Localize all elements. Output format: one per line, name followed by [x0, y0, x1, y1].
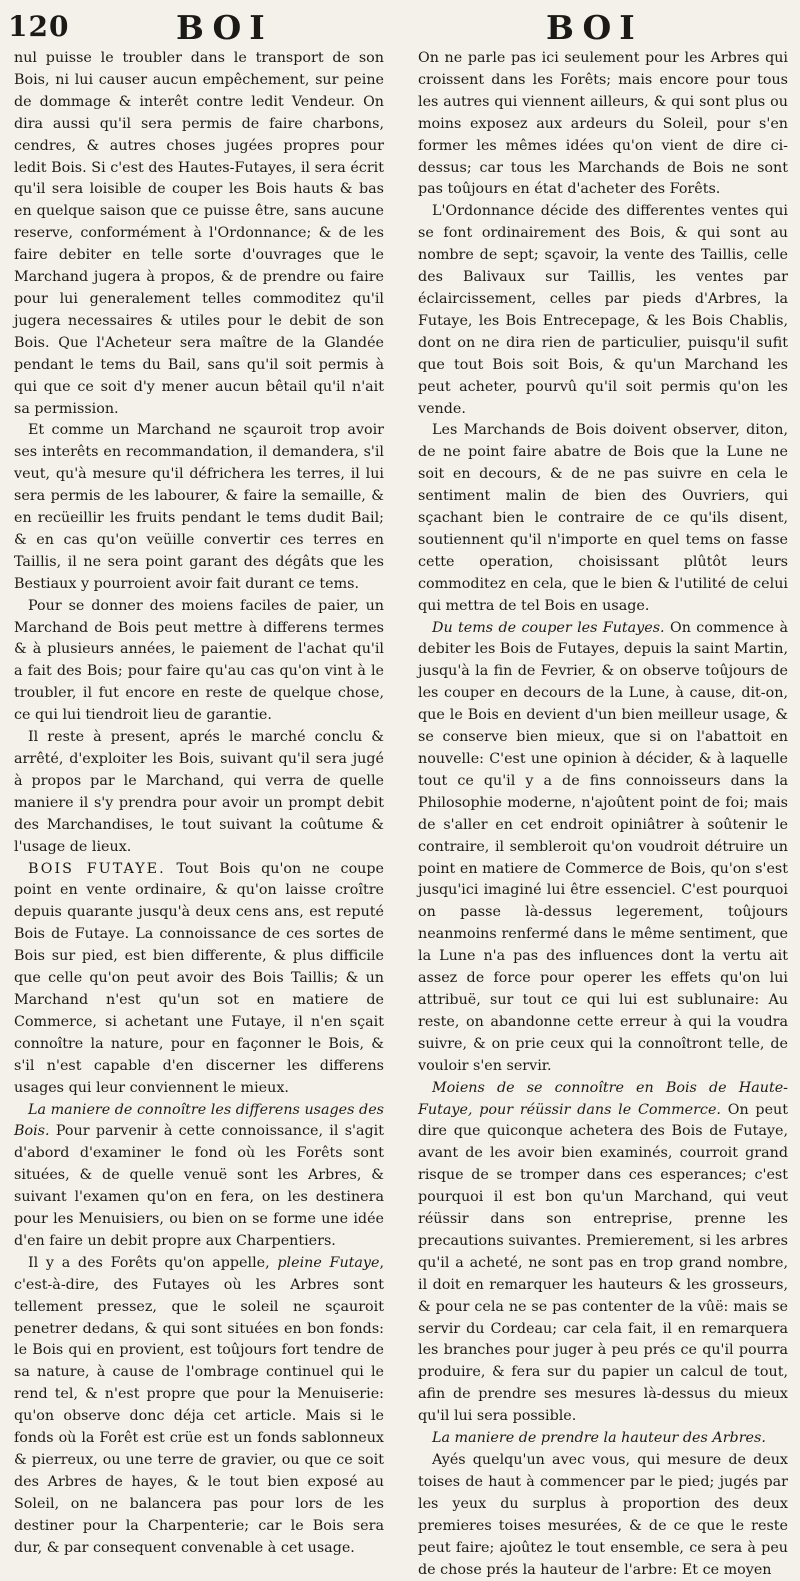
paragraph: Les Marchands de Bois doivent observer, diton, de ne point faire abatre de Bois que la Lune ne soit en decours, & de ne pas suivre en cela le sentiment malin de bien des Ouvriers, qui sçachant bien le contraire de ce qu'ils disent, soutiennent qu'il n'importe en quel tems on fasse cette operation, choisissant plûtôt leurs commoditez en cela, que le bien & l'utilité de celui qui mettra de tel Bois en usage.	[418, 422, 788, 614]
paragraph	[418, 1078, 788, 1429]
paragraph: Pour se donner des moiens faciles de paier, un Marchand de Bois peut mettre à differens termes & à plusieurs années, le paiement de l'achat qu'il a fait des Bois; pour faire qu'au cas qu'on vint à le troubler, il fut encore en reste de quelque chose, ce qui lui tiendroit lieu de garantie.	[14, 597, 384, 724]
left-column	[14, 48, 385, 1556]
paragraph: nul puisse le troubler dans le transport de son Bois, ni lui causer aucun empêchement, sur peine de dommage & interêt contre ledit Vendeur. On dira aussi qu'il sera permis de faire charbons, cendres, & autres choses jugées propres pour ledit Bois. Si c'est des Hautes-Futayes, il sera écrit qu'il sera loisible de couper les Bois hauts & bas en quelque saison que ce puisse être, sans aucune reserve, conformément à l'Ordonnance; & de les faire debiter en telle sorte d'ouvrages que le Marchand jugera à propos, & de prendre ou faire pour lui generalement telles commoditez qu'il jugera necessaires & utiles pour le debit de son Bois. Que l'Acheteur sera maître de la Glandée pendant le tems du Bail, sans qu'il soit permis à qui que ce soit d'y mener aucun bêtail qu'il n'ait sa permission.	[14, 50, 384, 417]
paragraph: Il reste à present, aprés le marché conclu & arrêté, d'exploiter les Bois, suivant qu'il sera jugé à propos par le Marchand, qui verra de quelle maniere il s'y prendra pour avoir un prompt debit des Marchandises, le tout suivant la coûtume & l'usage de lieux.	[14, 729, 384, 855]
section-heading: Moiens de se connoître en Bois de Haute-Futaye, pour réüssir dans le Commerce.	[418, 1079, 788, 1118]
paragraph	[418, 618, 788, 1078]
paragraph-text: Pour parvenir à cette connoissance, il s'agit d'abord d'examiner le fond où les Forêts sont situées, & de quelle venuë sont les Arbres, & suivant l'examen qu'on en fera, on les destinera pour les Menuisiers, ou bien on se forme une idée d'en faire un debit propre aux Charpentiers.	[14, 1123, 384, 1249]
paragraph	[14, 859, 384, 1100]
paragraph-text: Tout Bois qu'on ne coupe point en vente ordinaire, & qu'on laisse croître depuis quarante jusqu'à deux cens ans, est reputé Bois de Futaye. La connoissance de ces sortes de Bois sur pied, est bien differente, & plus difficile que celle qu'on peut avoir des Bois Taillis; & un Marchand n'est qu'un sot en matiere de Commerce, si achetant une Futaye, il n'en sçait connoître la nature, pour en façonner le Bois, & s'il n'est capable d'en discerner les differens usages qui leur conviennent le mieux.	[14, 860, 384, 1096]
page-number: 120	[8, 10, 70, 43]
entry-heading: BOIS FUTAYE.	[28, 860, 166, 877]
right-column	[418, 48, 789, 1578]
section-heading: La maniere de prendre la hauteur des Arbres.	[432, 1430, 766, 1447]
italic-term: pleine Futaye	[277, 1254, 380, 1271]
paragraph-text: On peut dire que quiconque achetera des Bois de Futaye, avant de les avoir bien examinés, courroit grand risque de se tromper dans ces esperances; c'est pourquoi il est bon qu'un Marchand, qui veut réüssir dans son entreprise, prenne les precautions suivantes. Premierement, si les arbres qu'il a acheté, ne sont pas en trop grand nombre, il doit en remarquer les hauteurs & les grosseurs, & pour cela ne se pas contenter de la vûë: mais se servir du Cordeau; car cela fait, il en remarquera les branches pour juger à peu prés ce qu'il pourra produire, & fera sur du papier un calcul de tout, afin de prendre ses mesures là-dessus du mieux qu'il lui sera possible.	[418, 1101, 789, 1425]
paragraph-text: Il y a des Forêts qu'on appelle,	[28, 1254, 270, 1271]
paragraph	[14, 1253, 384, 1560]
page-header	[0, 8, 800, 48]
paragraph: Et comme un Marchand ne sçauroit trop avoir ses interêts en recommandation, il demandera, s'il veut, qu'à mesure qu'il défrichera les terres, il lui sera permis de les labourer, & faire la semaille, & en recüeillir les fruits pendant le tems dudit Bail; & en cas qu'on veüille convertir ces terres en Taillis, il ne sera point garant des dégâts que les Bestiaux y pourroient avoir fait durant ce tems.	[14, 422, 384, 592]
paragraph: L'Ordonnance décide des differentes ventes qui se font ordinairement des Bois, & qui sont au nombre de sept; sçavoir, la vente des Taillis, celle des Balivaux sur Taillis, les ventes par éclaircissement, celles par pieds d'Arbres, la Futaye, les Bois Entrecepage, & les Bois Chablis, dont on ne dira rien de particulier, puisqu'il sufit que tout Bois soit Bois, & qu'un Marchand les peut acheter, pourvû qu'il soit permis qu'on les vende.	[418, 203, 788, 417]
section-heading: Du tems de couper les Futayes.	[432, 619, 665, 636]
paragraph: Ayés quelqu'un avec vous, qui mesure de deux toises de haut à commencer par le pied; jugés par les yeux du surplus à proportion des deux premieres toises mesurées, & de ce que le reste peut faire; ajoûtez le tout ensemble, ce sera à peu de chose prés la hauteur de l'arbre: Et ce moyen	[418, 1452, 788, 1578]
paragraph: On ne parle pas ici seulement pour les Arbres qui croissent dans les Forêts; mais encore pour tous les autres qui viennent ailleurs, & qui sont plus ou moins exposez aux ardeurs du Soleil, pour s'en former les mêmes idées qu'on vient de dire ci-dessus; car tous les Marchands de Bois ne sont pas toûjours en état d'acheter des Forêts.	[418, 50, 788, 198]
running-head-right: BOI	[546, 8, 643, 47]
section-heading: La maniere de connoître les differens usages des Bois.	[14, 1101, 384, 1140]
paragraph	[14, 1100, 384, 1253]
paragraph-text: On commence à debiter les Bois de Futayes, depuis la saint Martin, jusqu'à la fin de Fevrier, & on observe toûjours de les couper en decours de la Lune, à cause, dit-on, que le Bois en devient d'un bien meilleur usage, & se conserve bien mieux, que si on l'abattoit en nouvelle: C'est une opinion à décider, & à laquelle tout ce qu'il y a de fins connoisseurs dans la Philosophie moderne, n'ajoûtent point de foi; mais de s'aller en cet endroit opiniâtrer à soûtenir le contraire, il sembleroit qu'on voudroit détruire un point en matiere de Commerce de Bois, qu'on s'est jusqu'ici imaginé lui être essenciel. C'est pourquoi on passe là-dessus legerement, toûjours neanmoins renfermé dans le même sentiment, que la Lune n'a pas des influences dont la vertu ait assez de force pour operer les effets qu'on lui attribuë, sur tout ce qui lui est sublunaire: Au reste, on abandonne cette erreur à qui la voudra suivre, & on prie ceux qui la connoîtront telle, de vouloir s'en servir.	[418, 619, 788, 1074]
paragraph-text: , c'est-à-dire, des Futayes où les Arbres sont tellement pressez, que le soleil ne sçauroit penetrer dedans, & qui sont situées en bon fonds: le Bois qui en provient, est toûjours fort tendre de sa nature, à cause de l'ombrage continuel qui le rend tel, & n'est propre que pour la Menuiserie: qu'on observe donc déja cet article. Mais si le fonds où la Forêt est crüe est un fonds sablonneux & pierreux, ou une terre de gravier, ou que ce soit des Arbres de hayes, & le tout bien exposé au Soleil, on ne balancera pas pour lors de les destiner pour la Charpenterie; car le Bois sera dur, & par consequent convenable à cet usage.	[14, 1254, 385, 1556]
running-head-left: BOI	[176, 8, 273, 47]
